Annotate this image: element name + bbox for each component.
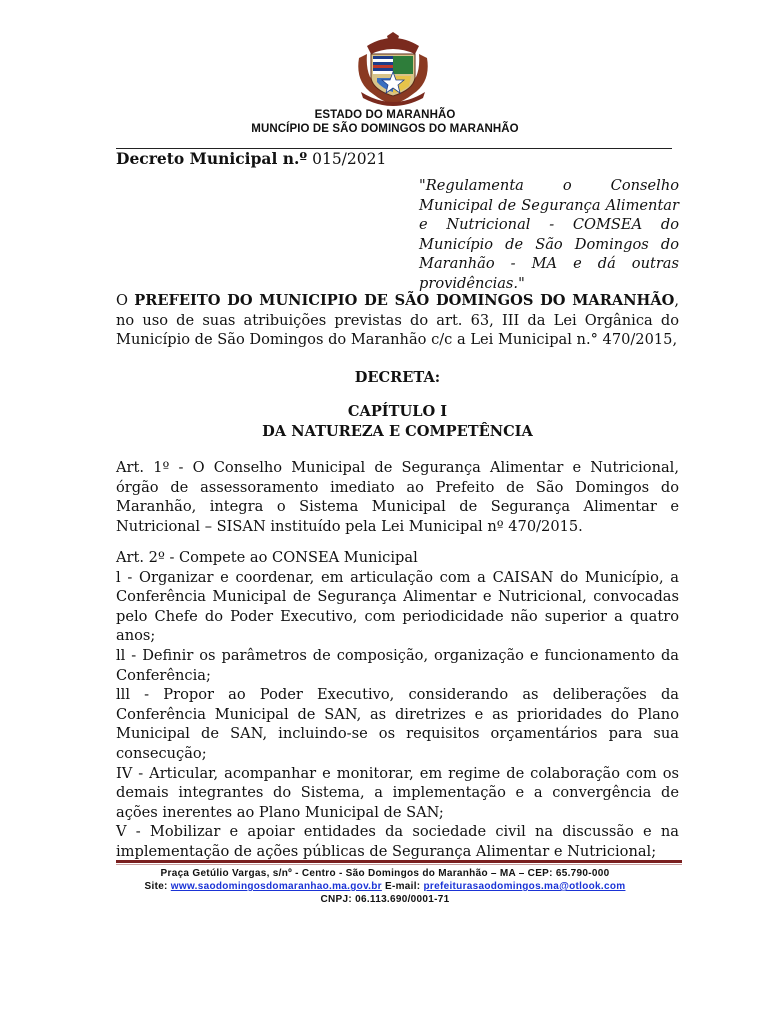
site-label: Site: bbox=[144, 881, 168, 892]
preamble bbox=[116, 291, 679, 350]
article-2-head: Art. 2º - Compete ao CONSEA Municipal bbox=[116, 549, 418, 566]
article-2-item: lll - Propor ao Poder Executivo, considerando as deliberações da Conferência Municipal de SAN, as diretrizes e as prioridades do Plano Municipal de SAN, incluindo-se os requisitos orçamentários para sua consecução; bbox=[116, 686, 679, 762]
preamble-lead: O bbox=[116, 292, 135, 309]
footer-divider bbox=[116, 860, 682, 863]
article-2-item: IV - Articular, acompanhar e monitorar, em regime de colaboração com os demais integrantes do Sistema, a implementação e a convergência de ações inerentes ao Plano Municipal de SAN; bbox=[116, 764, 679, 821]
chapter-title: DA NATUREZA E COMPETÊNCIA bbox=[262, 423, 533, 440]
footer-divider-thin bbox=[116, 864, 682, 865]
state-heading: ESTADO DO MARANHÃO bbox=[314, 109, 456, 121]
ementa: "Regulamenta o Conselho Municipal de Segurança Alimentar e Nutricional - COMSEA do Município de São Domingos do Maranhão - MA e dá outras providências." bbox=[419, 177, 679, 292]
preamble-authority: PREFEITO DO MUNICIPIO DE SÃO DOMINGOS DO MARANHÃO bbox=[134, 292, 675, 309]
email-label: E-mail: bbox=[384, 881, 421, 892]
decree-title bbox=[116, 149, 386, 168]
article-1: Art. 1º - O Conselho Municipal de Segurança Alimentar e Nutricional, órgão de assessoramento imediato ao Prefeito de São Domingos do Maranhão, integra o Sistema Municipal de Segurança Alimentar e Nutricional – SISAN instituído pela Lei Municipal nº 470/2015. bbox=[116, 459, 679, 535]
article-2-item: ll - Definir os parâmetros de composição, organização e funcionamento da Conferência; bbox=[116, 646, 679, 684]
chapter-number: CAPÍTULO I bbox=[347, 403, 448, 420]
article-2-item: V - Mobilizar e apoiar entidades da sociedade civil na discussão e na implementação de ações públicas de Segurança Alimentar e Nutricional; bbox=[116, 823, 679, 860]
decree-label: Decreto Municipal n.º bbox=[116, 149, 308, 168]
footer-address: Praça Getúlio Vargas, s/nº - Centro - São Domingos do Maranhão – MA – CEP: 65.790-000 bbox=[160, 868, 610, 879]
site-link[interactable]: www.saodomingosdomaranhao.ma.gov.br bbox=[170, 881, 382, 892]
article-2-item: l - Organizar e coordenar, em articulação com a CAISAN do Município, a Conferência Municipal de Segurança Alimentar e Nutricional, convocadas pelo Chefe do Poder Executivo, com periodicidade não superior a quatro anos; bbox=[116, 568, 679, 645]
footer-contacts bbox=[0, 881, 770, 892]
email-link[interactable]: prefeiturasaodomingos.ma@otlook.com bbox=[423, 881, 626, 892]
municipal-crest-icon bbox=[353, 32, 433, 108]
municipality-heading: MUNCÍPIO DE SÃO DOMINGOS DO MARANHÃO bbox=[251, 123, 519, 135]
preamble-rest: , no uso de suas atribuições previstas do art. 63, III da Lei Orgânica do Município de São Domingos do Maranhão c/c a Lei Municipal n.° 470/2015, bbox=[116, 292, 679, 349]
article-2 bbox=[116, 548, 679, 862]
footer-cnpj: CNPJ: 06.113.690/0001-71 bbox=[320, 894, 450, 905]
decreta-heading: DECRETA: bbox=[354, 369, 441, 386]
decree-number: 015/2021 bbox=[312, 150, 387, 168]
